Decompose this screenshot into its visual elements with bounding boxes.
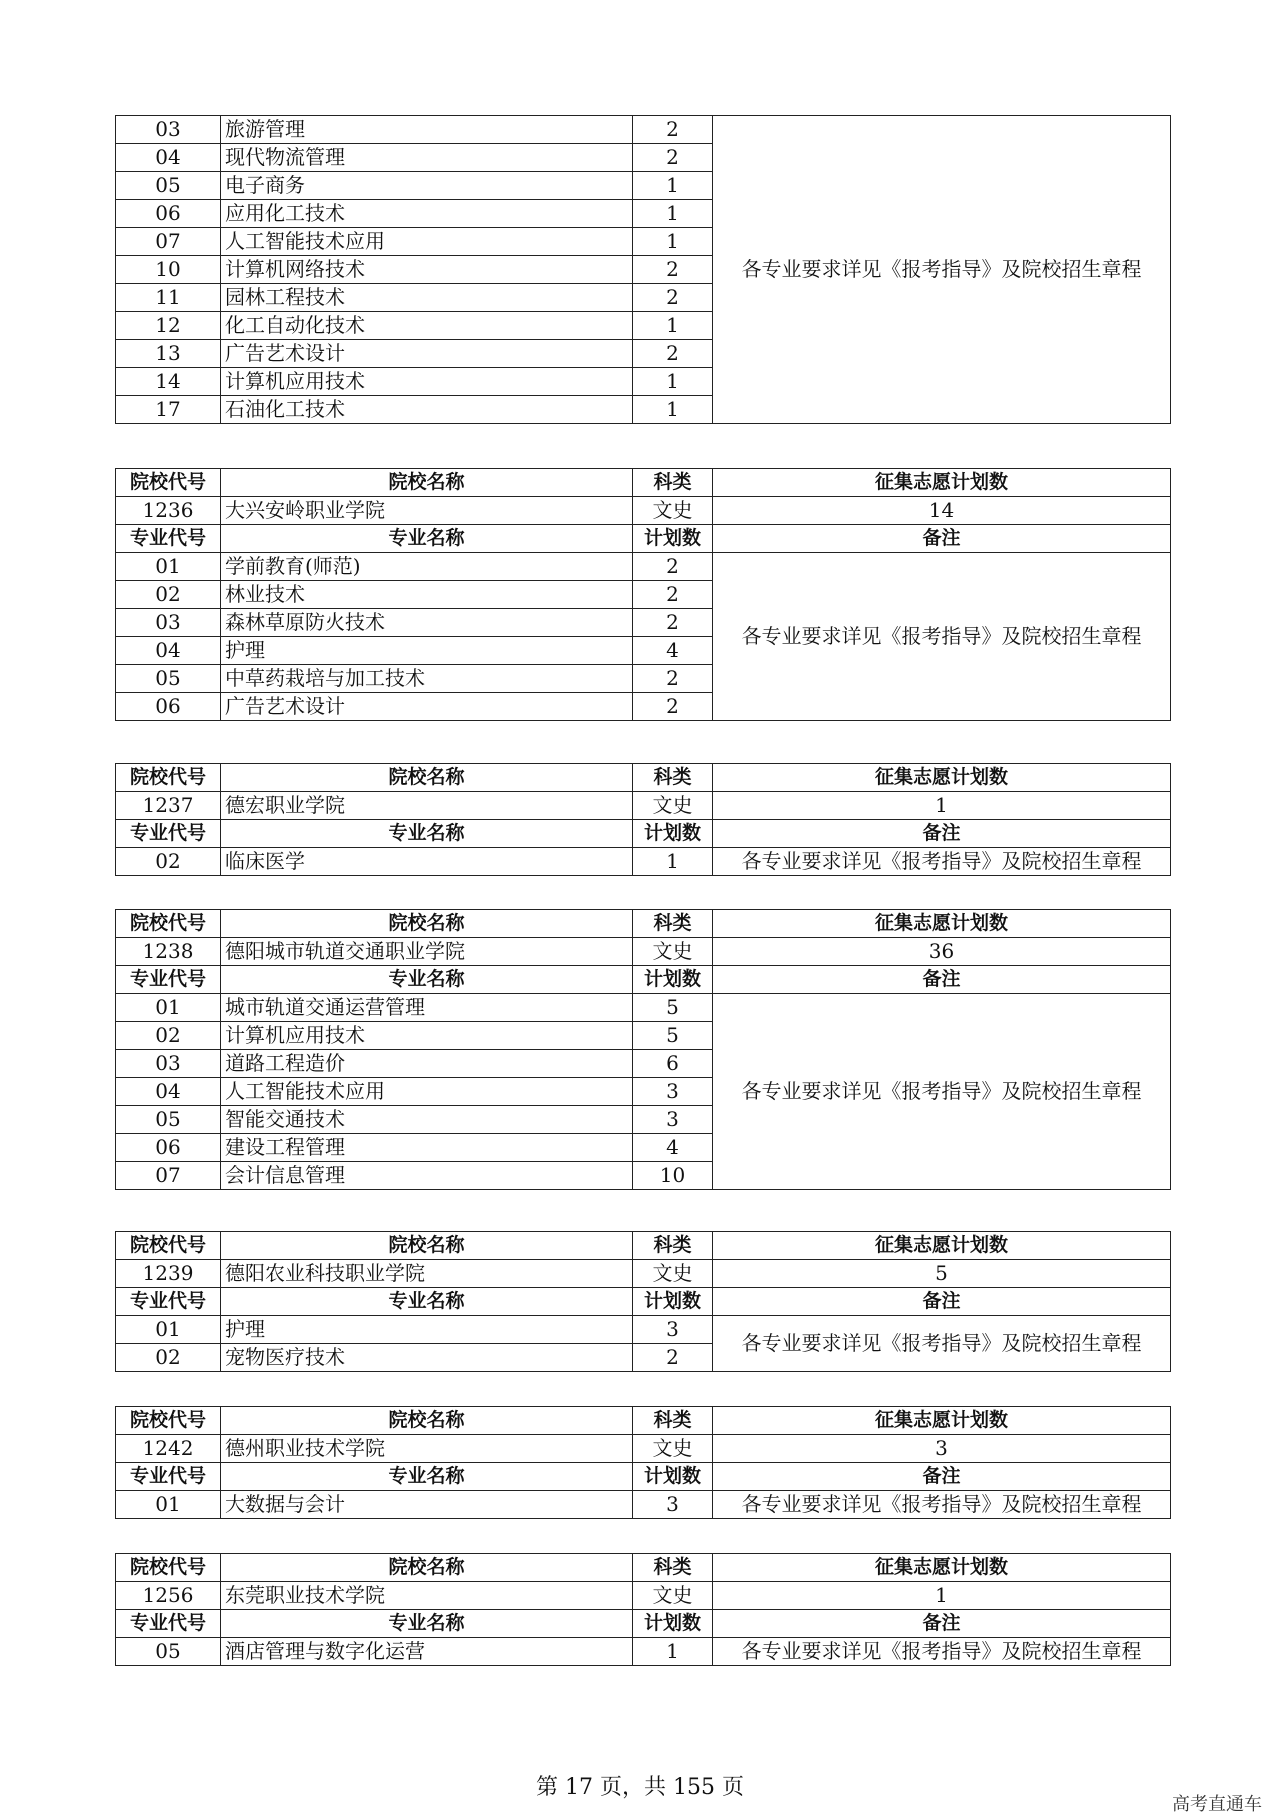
plan-count: 5 bbox=[633, 1022, 713, 1050]
major-name: 森林草原防火技术 bbox=[221, 609, 633, 637]
major-code: 01 bbox=[116, 1491, 221, 1519]
school-header-row bbox=[116, 1554, 1171, 1582]
major-name: 护理 bbox=[221, 1316, 633, 1344]
table-row bbox=[116, 553, 1171, 581]
major-name: 计算机应用技术 bbox=[221, 368, 633, 396]
school-table bbox=[115, 1406, 1171, 1519]
continuation-table bbox=[115, 115, 1171, 424]
major-code: 06 bbox=[116, 1134, 221, 1162]
header-note: 备注 bbox=[713, 820, 1171, 848]
major-name: 广告艺术设计 bbox=[221, 693, 633, 721]
note-cell: 各专业要求详见《报考指导》及院校招生章程 bbox=[713, 848, 1171, 876]
header-school-name: 院校名称 bbox=[221, 1232, 633, 1260]
major-code: 14 bbox=[116, 368, 221, 396]
school-header-row bbox=[116, 469, 1171, 497]
major-code: 04 bbox=[116, 1078, 221, 1106]
major-code: 01 bbox=[116, 553, 221, 581]
header-plan-count: 计划数 bbox=[633, 1288, 713, 1316]
plan-count: 1 bbox=[633, 172, 713, 200]
header-school-code: 院校代号 bbox=[116, 1554, 221, 1582]
school-plan-total: 3 bbox=[713, 1435, 1171, 1463]
plan-count: 10 bbox=[633, 1162, 713, 1190]
header-plan-count: 计划数 bbox=[633, 1463, 713, 1491]
major-code: 05 bbox=[116, 1638, 221, 1666]
plan-count: 4 bbox=[633, 1134, 713, 1162]
major-name: 人工智能技术应用 bbox=[221, 1078, 633, 1106]
header-major-code: 专业代号 bbox=[116, 966, 221, 994]
major-name: 宠物医疗技术 bbox=[221, 1344, 633, 1372]
school-category: 文史 bbox=[633, 938, 713, 966]
school-name: 德阳城市轨道交通职业学院 bbox=[221, 938, 633, 966]
major-code: 11 bbox=[116, 284, 221, 312]
major-code: 02 bbox=[116, 1022, 221, 1050]
school-plan-total: 1 bbox=[713, 792, 1171, 820]
school-row bbox=[116, 792, 1171, 820]
major-header-row bbox=[116, 1463, 1171, 1491]
header-school-code: 院校代号 bbox=[116, 910, 221, 938]
school-plan-total: 14 bbox=[713, 497, 1171, 525]
major-name: 应用化工技术 bbox=[221, 200, 633, 228]
major-name: 道路工程造价 bbox=[221, 1050, 633, 1078]
note-cell: 各专业要求详见《报考指导》及院校招生章程 bbox=[713, 1316, 1171, 1372]
note-cell: 各专业要求详见《报考指导》及院校招生章程 bbox=[713, 553, 1171, 721]
school-name: 德阳农业科技职业学院 bbox=[221, 1260, 633, 1288]
major-code: 13 bbox=[116, 340, 221, 368]
major-name: 学前教育(师范) bbox=[221, 553, 633, 581]
major-header-row bbox=[116, 1610, 1171, 1638]
header-plan-count: 计划数 bbox=[633, 525, 713, 553]
school-row bbox=[116, 938, 1171, 966]
major-name: 中草药栽培与加工技术 bbox=[221, 665, 633, 693]
plan-count: 1 bbox=[633, 228, 713, 256]
plan-count: 3 bbox=[633, 1316, 713, 1344]
major-name: 广告艺术设计 bbox=[221, 340, 633, 368]
school-category: 文史 bbox=[633, 497, 713, 525]
school-table bbox=[115, 468, 1171, 721]
plan-count: 2 bbox=[633, 256, 713, 284]
school-code: 1237 bbox=[116, 792, 221, 820]
header-category: 科类 bbox=[633, 469, 713, 497]
major-code: 03 bbox=[116, 116, 221, 144]
major-name: 计算机应用技术 bbox=[221, 1022, 633, 1050]
major-code: 02 bbox=[116, 848, 221, 876]
plan-count: 5 bbox=[633, 994, 713, 1022]
school-header-row bbox=[116, 764, 1171, 792]
header-school-code: 院校代号 bbox=[116, 764, 221, 792]
plan-count: 1 bbox=[633, 312, 713, 340]
major-name: 大数据与会计 bbox=[221, 1491, 633, 1519]
major-code: 03 bbox=[116, 609, 221, 637]
major-name: 计算机网络技术 bbox=[221, 256, 633, 284]
school-header-row bbox=[116, 1232, 1171, 1260]
header-school-code: 院校代号 bbox=[116, 469, 221, 497]
plan-count: 2 bbox=[633, 553, 713, 581]
note-cell: 各专业要求详见《报考指导》及院校招生章程 bbox=[713, 116, 1171, 424]
major-code: 07 bbox=[116, 228, 221, 256]
plan-count: 4 bbox=[633, 637, 713, 665]
plan-count: 2 bbox=[633, 116, 713, 144]
header-major-code: 专业代号 bbox=[116, 1463, 221, 1491]
school-table bbox=[115, 909, 1171, 1190]
major-name: 酒店管理与数字化运营 bbox=[221, 1638, 633, 1666]
school-name: 德州职业技术学院 bbox=[221, 1435, 633, 1463]
plan-count: 3 bbox=[633, 1078, 713, 1106]
major-name: 会计信息管理 bbox=[221, 1162, 633, 1190]
table-row bbox=[116, 1316, 1171, 1344]
major-code: 07 bbox=[116, 1162, 221, 1190]
major-name: 护理 bbox=[221, 637, 633, 665]
school-plan-total: 1 bbox=[713, 1582, 1171, 1610]
major-name: 城市轨道交通运营管理 bbox=[221, 994, 633, 1022]
watermark: 高考直通车 bbox=[1172, 1794, 1262, 1815]
table-row bbox=[116, 848, 1171, 876]
major-code: 05 bbox=[116, 172, 221, 200]
header-major-code: 专业代号 bbox=[116, 1288, 221, 1316]
header-plan-count: 计划数 bbox=[633, 966, 713, 994]
table-row bbox=[116, 116, 1171, 144]
major-name: 现代物流管理 bbox=[221, 144, 633, 172]
header-major-code: 专业代号 bbox=[116, 820, 221, 848]
major-header-row bbox=[116, 1288, 1171, 1316]
major-name: 建设工程管理 bbox=[221, 1134, 633, 1162]
major-name: 林业技术 bbox=[221, 581, 633, 609]
school-row bbox=[116, 1582, 1171, 1610]
major-name: 石油化工技术 bbox=[221, 396, 633, 424]
plan-count: 2 bbox=[633, 340, 713, 368]
plan-count: 2 bbox=[633, 144, 713, 172]
major-code: 02 bbox=[116, 581, 221, 609]
major-code: 04 bbox=[116, 637, 221, 665]
plan-count: 2 bbox=[633, 1344, 713, 1372]
major-code: 01 bbox=[116, 994, 221, 1022]
school-row bbox=[116, 1435, 1171, 1463]
note-cell: 各专业要求详见《报考指导》及院校招生章程 bbox=[713, 1638, 1171, 1666]
major-code: 10 bbox=[116, 256, 221, 284]
major-code: 05 bbox=[116, 1106, 221, 1134]
header-school-code: 院校代号 bbox=[116, 1232, 221, 1260]
school-category: 文史 bbox=[633, 1582, 713, 1610]
school-name: 大兴安岭职业学院 bbox=[221, 497, 633, 525]
school-plan-total: 5 bbox=[713, 1260, 1171, 1288]
plan-count: 2 bbox=[633, 609, 713, 637]
header-plan-total: 征集志愿计划数 bbox=[713, 764, 1171, 792]
school-row bbox=[116, 1260, 1171, 1288]
major-code: 03 bbox=[116, 1050, 221, 1078]
school-header-row bbox=[116, 1407, 1171, 1435]
school-table bbox=[115, 1553, 1171, 1666]
header-major-code: 专业代号 bbox=[116, 525, 221, 553]
header-plan-count: 计划数 bbox=[633, 1610, 713, 1638]
major-name: 化工自动化技术 bbox=[221, 312, 633, 340]
header-category: 科类 bbox=[633, 1232, 713, 1260]
plan-count: 1 bbox=[633, 848, 713, 876]
header-major-name: 专业名称 bbox=[221, 1288, 633, 1316]
header-school-name: 院校名称 bbox=[221, 764, 633, 792]
school-category: 文史 bbox=[633, 792, 713, 820]
plan-count: 2 bbox=[633, 581, 713, 609]
header-note: 备注 bbox=[713, 966, 1171, 994]
school-header-row bbox=[116, 910, 1171, 938]
school-category: 文史 bbox=[633, 1435, 713, 1463]
school-name: 东莞职业技术学院 bbox=[221, 1582, 633, 1610]
header-note: 备注 bbox=[713, 1288, 1171, 1316]
major-code: 06 bbox=[116, 693, 221, 721]
plan-count: 3 bbox=[633, 1106, 713, 1134]
school-code: 1236 bbox=[116, 497, 221, 525]
school-plan-total: 36 bbox=[713, 938, 1171, 966]
major-code: 01 bbox=[116, 1316, 221, 1344]
school-table bbox=[115, 1231, 1171, 1372]
major-code: 02 bbox=[116, 1344, 221, 1372]
header-school-name: 院校名称 bbox=[221, 1407, 633, 1435]
plan-count: 1 bbox=[633, 200, 713, 228]
school-row bbox=[116, 497, 1171, 525]
major-code: 05 bbox=[116, 665, 221, 693]
major-code: 06 bbox=[116, 200, 221, 228]
header-major-name: 专业名称 bbox=[221, 1610, 633, 1638]
header-category: 科类 bbox=[633, 764, 713, 792]
school-category: 文史 bbox=[633, 1260, 713, 1288]
header-category: 科类 bbox=[633, 1554, 713, 1582]
header-school-code: 院校代号 bbox=[116, 1407, 221, 1435]
major-code: 17 bbox=[116, 396, 221, 424]
school-code: 1242 bbox=[116, 1435, 221, 1463]
major-name: 旅游管理 bbox=[221, 116, 633, 144]
header-plan-total: 征集志愿计划数 bbox=[713, 469, 1171, 497]
table-row bbox=[116, 1491, 1171, 1519]
major-name: 园林工程技术 bbox=[221, 284, 633, 312]
header-major-code: 专业代号 bbox=[116, 1610, 221, 1638]
header-note: 备注 bbox=[713, 1610, 1171, 1638]
header-major-name: 专业名称 bbox=[221, 1463, 633, 1491]
school-code: 1239 bbox=[116, 1260, 221, 1288]
header-plan-total: 征集志愿计划数 bbox=[713, 910, 1171, 938]
header-school-name: 院校名称 bbox=[221, 1554, 633, 1582]
page-number: 第 17 页，共 155 页 bbox=[536, 1775, 744, 1800]
header-major-name: 专业名称 bbox=[221, 966, 633, 994]
major-header-row bbox=[116, 966, 1171, 994]
note-cell: 各专业要求详见《报考指导》及院校招生章程 bbox=[713, 1491, 1171, 1519]
header-note: 备注 bbox=[713, 525, 1171, 553]
plan-count: 2 bbox=[633, 665, 713, 693]
school-name: 德宏职业学院 bbox=[221, 792, 633, 820]
major-name: 电子商务 bbox=[221, 172, 633, 200]
plan-count: 6 bbox=[633, 1050, 713, 1078]
header-major-name: 专业名称 bbox=[221, 820, 633, 848]
major-name: 智能交通技术 bbox=[221, 1106, 633, 1134]
note-cell: 各专业要求详见《报考指导》及院校招生章程 bbox=[713, 994, 1171, 1190]
header-category: 科类 bbox=[633, 910, 713, 938]
header-category: 科类 bbox=[633, 1407, 713, 1435]
major-name: 人工智能技术应用 bbox=[221, 228, 633, 256]
header-major-name: 专业名称 bbox=[221, 525, 633, 553]
major-header-row bbox=[116, 525, 1171, 553]
header-note: 备注 bbox=[713, 1463, 1171, 1491]
header-plan-total: 征集志愿计划数 bbox=[713, 1232, 1171, 1260]
school-code: 1256 bbox=[116, 1582, 221, 1610]
table-row bbox=[116, 994, 1171, 1022]
header-plan-total: 征集志愿计划数 bbox=[713, 1554, 1171, 1582]
school-table bbox=[115, 763, 1171, 876]
header-school-name: 院校名称 bbox=[221, 469, 633, 497]
school-code: 1238 bbox=[116, 938, 221, 966]
major-code: 12 bbox=[116, 312, 221, 340]
header-school-name: 院校名称 bbox=[221, 910, 633, 938]
major-name: 临床医学 bbox=[221, 848, 633, 876]
plan-count: 2 bbox=[633, 693, 713, 721]
header-plan-total: 征集志愿计划数 bbox=[713, 1407, 1171, 1435]
plan-count: 1 bbox=[633, 396, 713, 424]
plan-count: 2 bbox=[633, 284, 713, 312]
header-plan-count: 计划数 bbox=[633, 820, 713, 848]
plan-count: 1 bbox=[633, 1638, 713, 1666]
major-header-row bbox=[116, 820, 1171, 848]
table-row bbox=[116, 1638, 1171, 1666]
major-code: 04 bbox=[116, 144, 221, 172]
plan-count: 1 bbox=[633, 368, 713, 396]
plan-count: 3 bbox=[633, 1491, 713, 1519]
